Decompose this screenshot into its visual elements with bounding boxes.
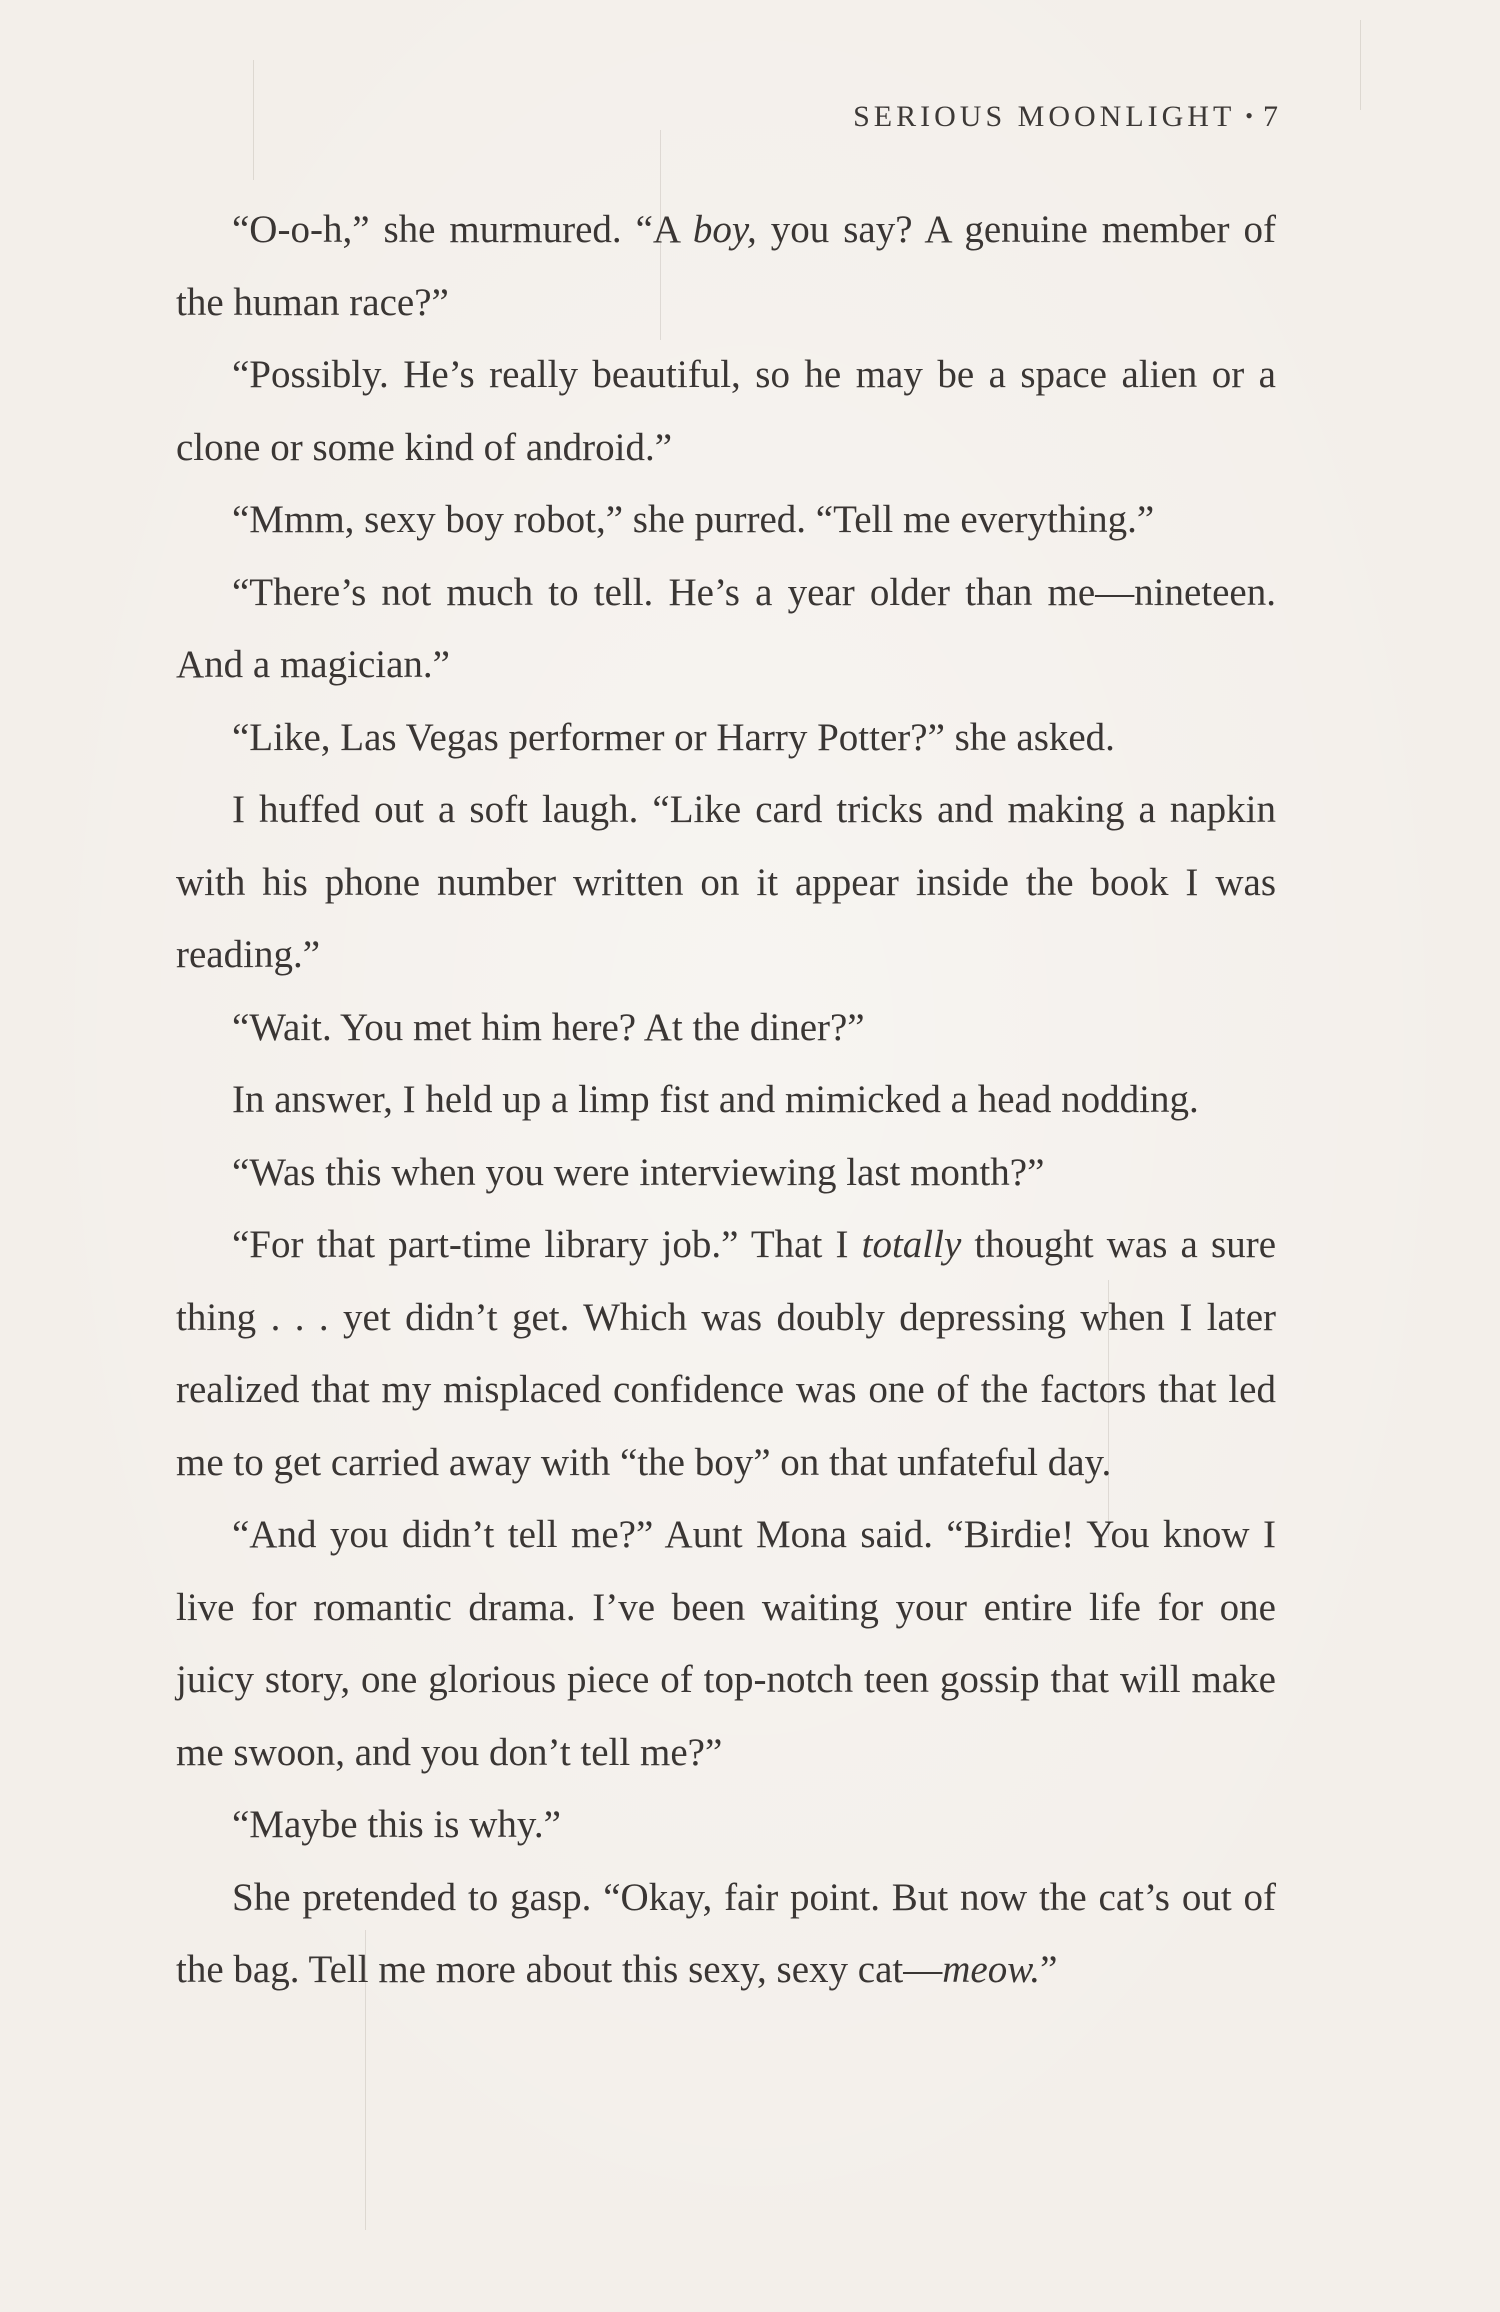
paragraph [176, 1789, 1276, 1862]
scan-artifact [253, 60, 254, 180]
paragraph [176, 339, 1276, 484]
header-separator: • [1245, 103, 1253, 128]
paragraph-text: “For that part-time library job.” That I [232, 1223, 862, 1266]
paragraph-text: I huffed out a soft laugh. “Like card tricks and making a napkin with his phone number written on it appear inside the book I was reading.” [176, 788, 1276, 976]
paragraph-text: “And you didn’t tell me?” Aunt Mona said. “Birdie! You know I live for romantic drama. I’ve been waiting your entire life for one juicy story, one glorious piece of top-notch teen gossip that will make me swoon, and you don’t tell me?” [176, 1513, 1276, 1774]
scan-artifact [1360, 20, 1361, 110]
paragraph-text: “Was this when you were interviewing last month?” [232, 1150, 1045, 1194]
running-header [853, 100, 1278, 134]
paragraph-text: “Mmm, sexy boy robot,” she purred. “Tell me everything.” [232, 498, 1155, 541]
paragraph [176, 1209, 1276, 1499]
paragraph-text: “Possibly. He’s really beautiful, so he may be a space alien or a clone or some kind of android.” [176, 353, 1276, 469]
italic-text: boy, [692, 208, 757, 251]
paragraph-text: you say? A genuine member of the human race?” [176, 208, 1276, 324]
italic-text: totally [861, 1223, 962, 1266]
italic-text: meow. [942, 1948, 1041, 1991]
paragraph [176, 1862, 1276, 2007]
paragraph-text: “O-o-h,” she murmured. “A [232, 208, 693, 251]
paragraph [176, 484, 1276, 557]
paragraph [176, 702, 1276, 775]
paragraph-text: “Like, Las Vegas performer or Harry Potter?” she asked. [232, 715, 1115, 759]
paragraph [176, 1064, 1276, 1137]
paragraph-text: “There’s not much to tell. He’s a year older than me—nineteen. And a magician.” [176, 570, 1276, 686]
paragraph [176, 992, 1276, 1065]
paragraph-text: “Maybe this is why.” [232, 1803, 561, 1846]
paragraph [176, 1137, 1276, 1210]
page-number: 7 [1263, 100, 1278, 133]
paragraph-text: “Wait. You met him here? At the diner?” [232, 1005, 865, 1049]
paragraph-text: thought was a sure thing . . . yet didn’t get. Which was doubly depressing when I later realized that my misplaced confidence was one of the factors that led me to get carried away with “the boy” on that unfateful day. [176, 1223, 1276, 1484]
running-title: SERIOUS MOONLIGHT [853, 100, 1236, 133]
body-text [176, 194, 1276, 2007]
paragraph [176, 774, 1276, 992]
paragraph [176, 1499, 1276, 1789]
paragraph [176, 557, 1276, 702]
paragraph-text: ” [1040, 1948, 1058, 1991]
paragraph-text: In answer, I held up a limp fist and mimicked a head nodding. [232, 1078, 1199, 1121]
paragraph [176, 194, 1276, 339]
paragraph-text: She pretended to gasp. “Okay, fair point. But now the cat’s out of the bag. Tell me more about this sexy, sexy cat— [176, 1875, 1276, 1991]
